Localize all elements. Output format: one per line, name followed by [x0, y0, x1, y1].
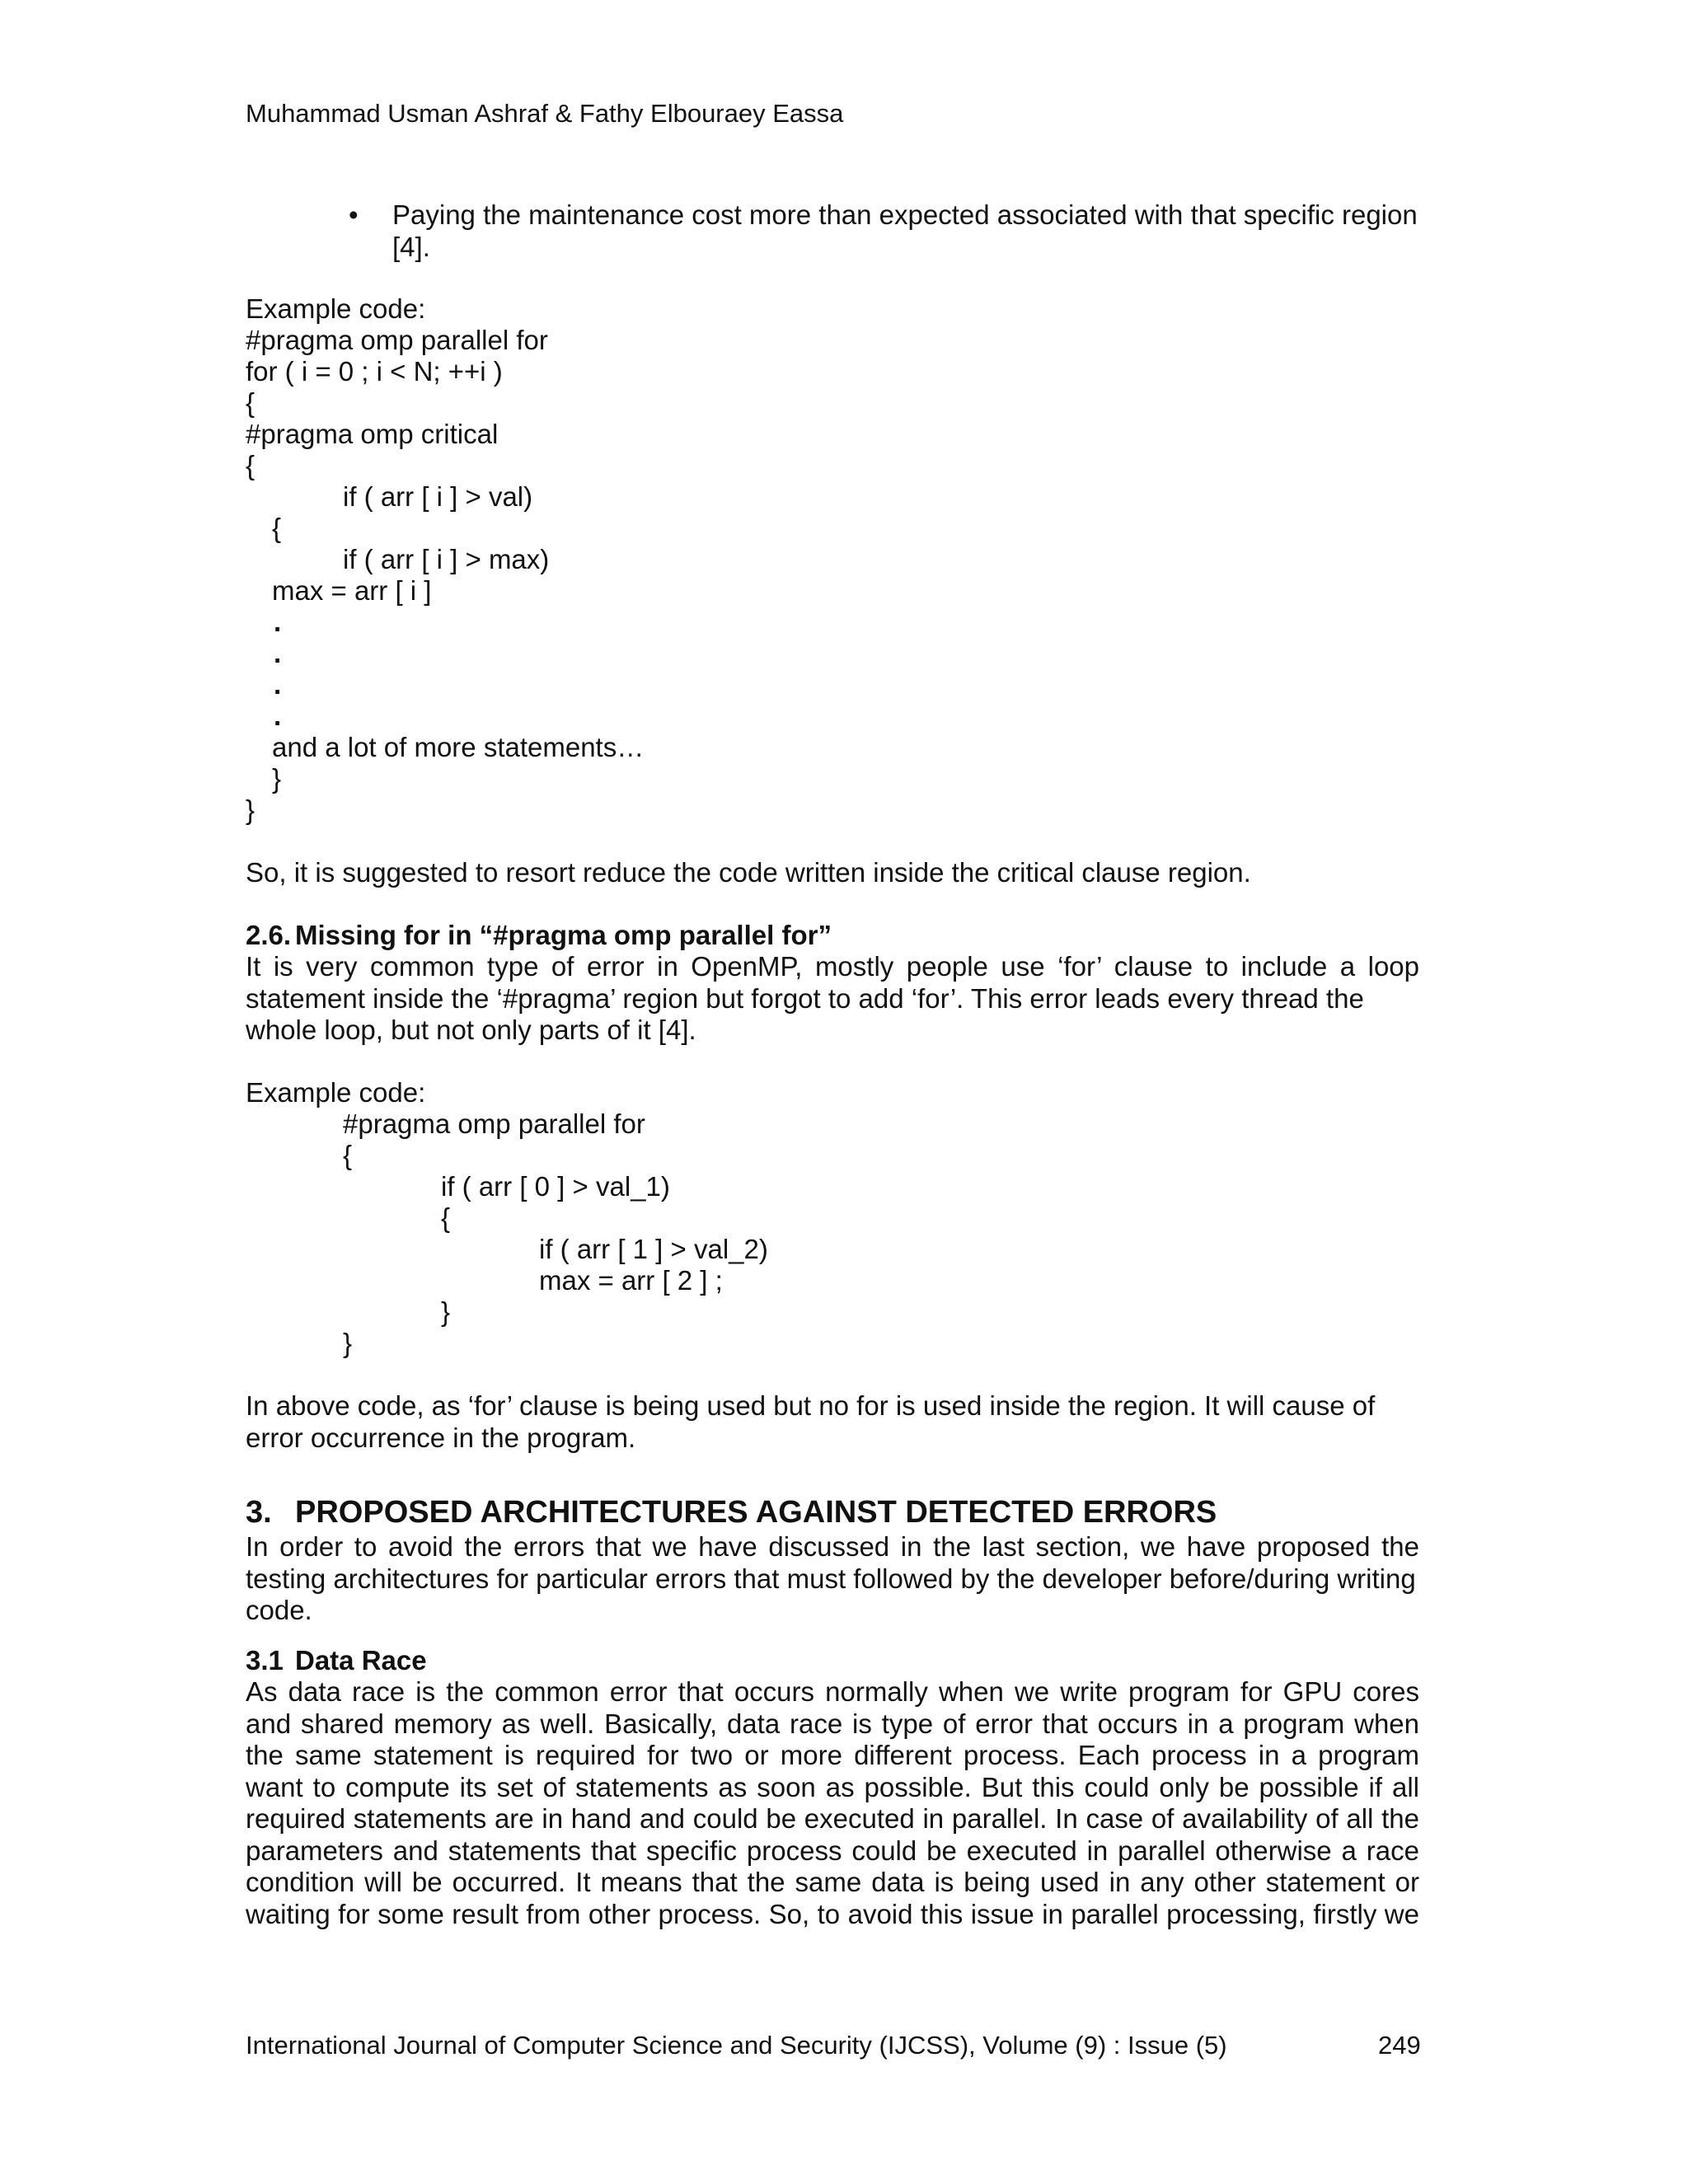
code-line: #pragma omp parallel for	[343, 1108, 645, 1139]
code-line: }	[441, 1296, 451, 1327]
code-line: {	[343, 1140, 353, 1170]
running-header: Muhammad Usman Ashraf & Fathy Elbouraey Eassa	[246, 99, 844, 128]
paragraph: As data race is the common error that occurs normally when we write program for GPU cores and shared memory as well. Basically, data race is type of error that occurs in a program when the same statement is required for two or more different process. Each process in a program want to compute its set of statements as soon as possible. But this could only be possible if all required statements are in hand and could be executed in parallel. In case of availability of all the parameters and statements that specific process could be executed in parallel otherwise a race condition will be occurred. It means that the same data is being used in any other statement or waiting for some result from other process. So, to avoid this issue in parallel processing, firstly we	[246, 1676, 1419, 1929]
page-number: 249	[1378, 2031, 1421, 2060]
paragraph-last-line: code.	[246, 1595, 312, 1625]
code-line: and a lot of more statements…	[272, 732, 645, 762]
running-footer: International Journal of Computer Science and Security (IJCSS), Volume (9) : Issue (5)	[246, 2031, 1227, 2060]
code-line: .	[274, 607, 282, 637]
code-line: }	[343, 1328, 353, 1358]
code-line: .	[274, 669, 282, 700]
section-number: 3.1	[246, 1645, 284, 1675]
code-line: .	[274, 701, 282, 731]
code-line: for ( i = 0 ; i < N; ++i )	[246, 356, 503, 387]
paragraph-text: In above code, as ‘for’ clause is being used but no for is used inside the region. It will cause of	[246, 1390, 1376, 1421]
code-line: #pragma omp critical	[246, 419, 499, 449]
code-line: max = arr [ i ]	[272, 575, 432, 606]
section-heading	[246, 920, 832, 951]
code-line: .	[274, 638, 282, 668]
code-line: {	[272, 513, 282, 543]
paragraph-last-line: error occurrence in the program.	[246, 1422, 636, 1453]
code-line: if ( arr [ 1 ] > val_2)	[539, 1234, 768, 1264]
code-line: if ( arr [ i ] > val)	[343, 481, 533, 512]
code-line: }	[246, 794, 256, 825]
paragraph	[246, 951, 1419, 1047]
paragraph	[246, 1390, 1419, 1454]
paragraph: So, it is suggested to resort reduce the code written inside the critical clause region.	[246, 857, 1251, 888]
code-label: Example code:	[246, 1077, 426, 1108]
bullet-marker: •	[349, 199, 359, 230]
code-line: }	[272, 763, 282, 794]
code-line: {	[441, 1202, 451, 1233]
paragraph-text: It is very common type of error in OpenMP, mostly people use ‘for’ clause to include a loop statement inside the ‘#pragma’ region but forgot to add ‘for’. This error leads every thread the	[246, 951, 1419, 1014]
code-line: #pragma omp parallel for	[246, 325, 548, 355]
code-line: if ( arr [ i ] > max)	[343, 544, 550, 574]
bullet-item: Paying the maintenance cost more than expected associated with that specific region [4].	[392, 199, 1418, 262]
section-heading	[246, 1645, 427, 1676]
code-line: {	[246, 387, 256, 418]
paragraph-text: In order to avoid the errors that we have discussed in the last section, we have proposed the testing architectures for particular errors that must followed by the developer before/during writing	[246, 1531, 1419, 1594]
section-number: 2.6.	[246, 920, 292, 950]
section-title: Data Race	[295, 1645, 427, 1675]
code-line: max = arr [ 2 ] ;	[539, 1265, 723, 1296]
code-label: Example code:	[246, 293, 426, 324]
code-line: {	[246, 450, 256, 480]
paragraph	[246, 1531, 1419, 1627]
section-heading	[246, 1493, 1217, 1531]
section-number: 3.	[246, 1495, 272, 1530]
section-title: PROPOSED ARCHITECTURES AGAINST DETECTED ERRORS	[295, 1495, 1217, 1530]
paragraph-last-line: whole loop, but not only parts of it [4].	[246, 1015, 696, 1045]
section-title: Missing for in “#pragma omp parallel for”	[295, 920, 832, 950]
code-line: if ( arr [ 0 ] > val_1)	[441, 1171, 670, 1202]
